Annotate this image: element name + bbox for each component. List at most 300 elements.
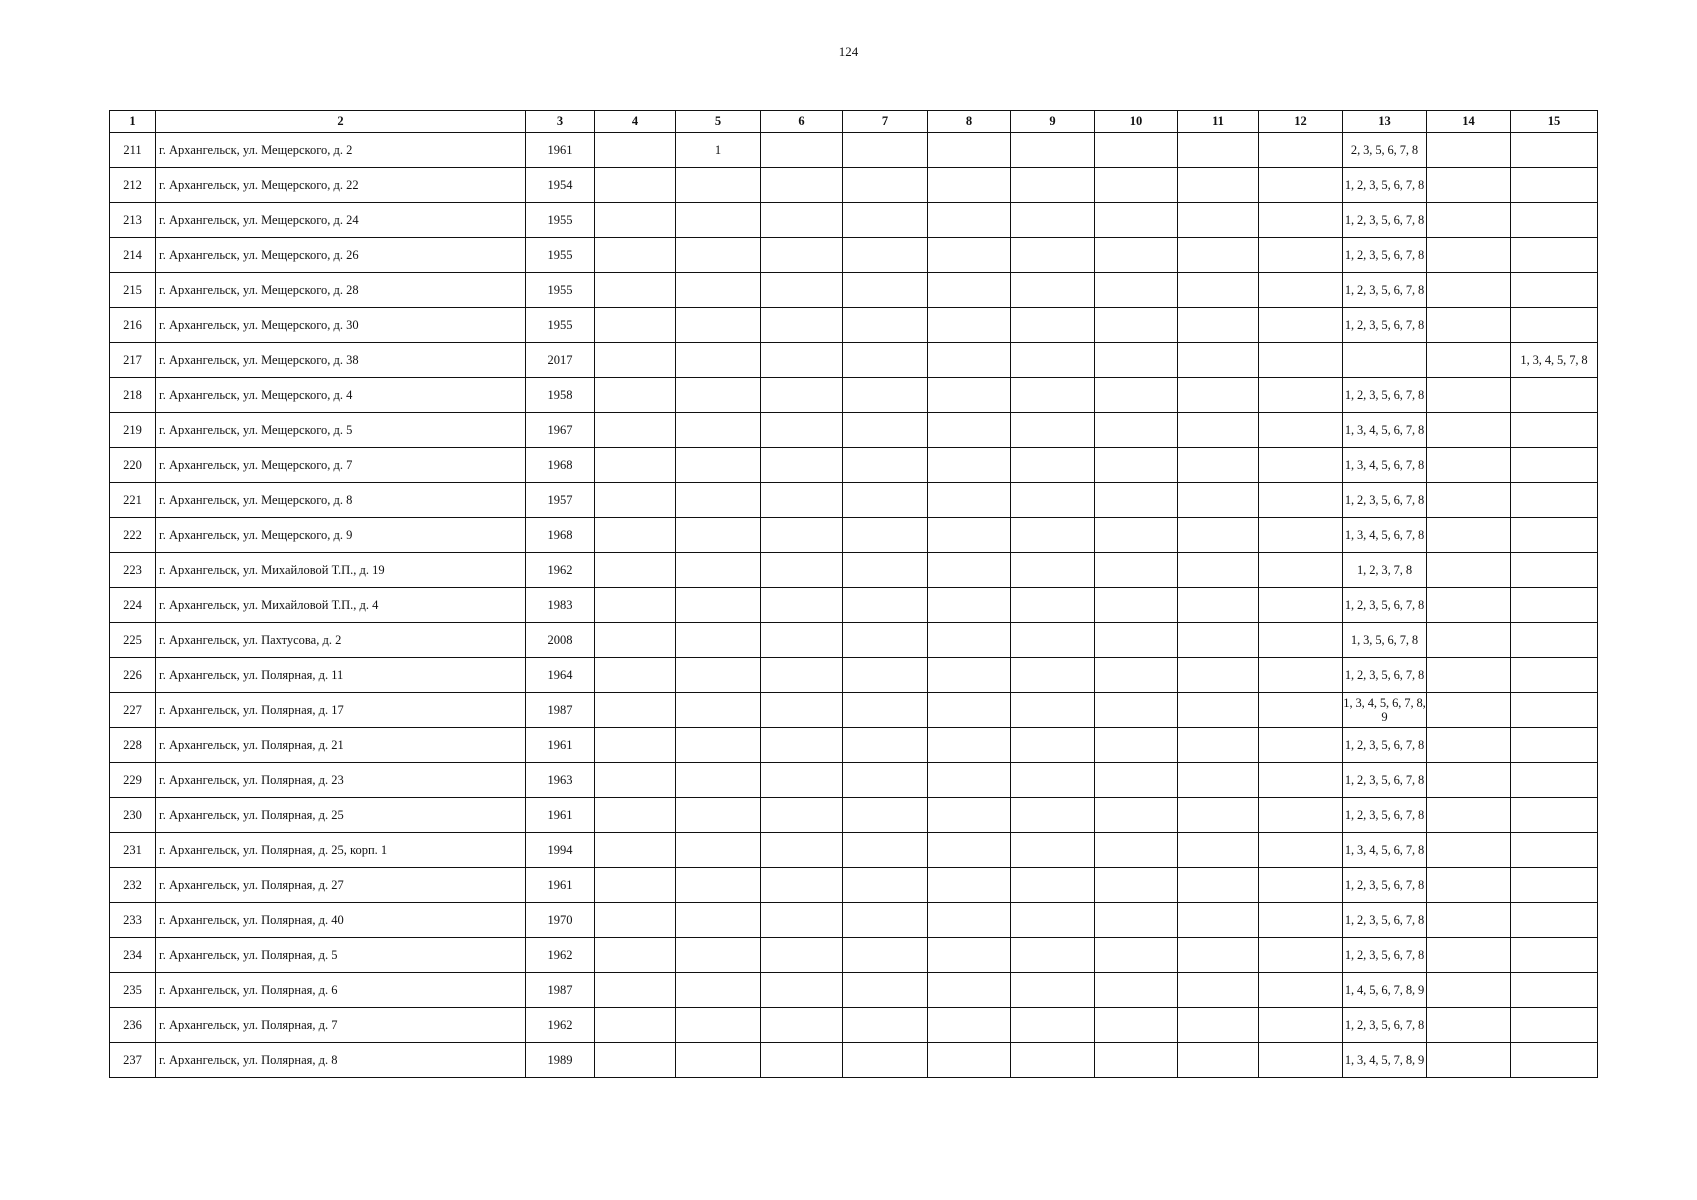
- cell-col-11: [1178, 728, 1259, 763]
- cell-col-4: [595, 728, 676, 763]
- column-header-6: 6: [761, 111, 843, 133]
- cell-col-10: [1095, 343, 1178, 378]
- cell-col-8: [928, 658, 1011, 693]
- cell-text: 1, 2, 3, 5, 6, 7, 8: [1344, 247, 1425, 262]
- column-header-8: 8: [928, 111, 1011, 133]
- cell-col-13: [1343, 518, 1427, 553]
- cell-col-1: 236: [110, 1008, 156, 1043]
- cell-col-2: г. Архангельск, ул. Мещерского, д. 30: [156, 308, 526, 343]
- cell-col-6: [761, 903, 843, 938]
- cell-col-9: [1011, 203, 1095, 238]
- cell-col-9: [1011, 1008, 1095, 1043]
- cell-col-8: [928, 868, 1011, 903]
- cell-col-1: 213: [110, 203, 156, 238]
- cell-col-1: 218: [110, 378, 156, 413]
- cell-col-6: [761, 868, 843, 903]
- table-row: [110, 693, 1598, 728]
- cell-col-5: [676, 763, 761, 798]
- cell-col-5: [676, 518, 761, 553]
- header-row: [110, 111, 1598, 133]
- cell-col-2: г. Архангельск, ул. Мещерского, д. 26: [156, 238, 526, 273]
- cell-col-9: [1011, 343, 1095, 378]
- cell-col-15: [1511, 728, 1598, 763]
- cell-col-9: [1011, 693, 1095, 728]
- column-header-3: 3: [526, 111, 595, 133]
- cell-col-14: [1427, 763, 1511, 798]
- table-row: [110, 623, 1598, 658]
- table-body: [110, 133, 1598, 1078]
- cell-col-2: г. Архангельск, ул. Полярная, д. 25, корп. 1: [156, 833, 526, 868]
- cell-col-7: [843, 378, 928, 413]
- cell-col-9: [1011, 133, 1095, 168]
- table-row: [110, 763, 1598, 798]
- cell-col-3: 1962: [526, 553, 595, 588]
- cell-col-10: [1095, 763, 1178, 798]
- cell-col-7: [843, 798, 928, 833]
- cell-col-11: [1178, 903, 1259, 938]
- cell-col-3: 1955: [526, 203, 595, 238]
- cell-col-6: [761, 623, 843, 658]
- table-row: [110, 553, 1598, 588]
- cell-col-4: [595, 623, 676, 658]
- cell-col-5: [676, 1008, 761, 1043]
- cell-col-4: [595, 1008, 676, 1043]
- cell-col-1: 216: [110, 308, 156, 343]
- cell-col-7: [843, 903, 928, 938]
- cell-col-13: [1343, 763, 1427, 798]
- cell-text: 1, 3, 4, 5, 7, 8: [1520, 352, 1588, 367]
- cell-col-2: г. Архангельск, ул. Михайловой Т.П., д. 19: [156, 553, 526, 588]
- cell-col-4: [595, 413, 676, 448]
- cell-col-9: [1011, 448, 1095, 483]
- cell-col-1: 228: [110, 728, 156, 763]
- cell-col-6: [761, 728, 843, 763]
- cell-col-5: [676, 378, 761, 413]
- cell-col-5: [676, 903, 761, 938]
- cell-col-3: 1962: [526, 1008, 595, 1043]
- column-header-9: 9: [1011, 111, 1095, 133]
- cell-col-10: [1095, 973, 1178, 1008]
- cell-col-4: [595, 518, 676, 553]
- cell-col-12: [1259, 623, 1343, 658]
- cell-col-6: [761, 168, 843, 203]
- column-header-15: 15: [1511, 111, 1598, 133]
- cell-col-4: [595, 798, 676, 833]
- cell-col-10: [1095, 1008, 1178, 1043]
- cell-col-9: [1011, 588, 1095, 623]
- cell-col-2: г. Архангельск, ул. Полярная, д. 21: [156, 728, 526, 763]
- cell-col-13: [1343, 973, 1427, 1008]
- cell-col-10: [1095, 938, 1178, 973]
- cell-col-3: 1967: [526, 413, 595, 448]
- cell-col-15: [1511, 693, 1598, 728]
- cell-col-9: [1011, 658, 1095, 693]
- cell-col-10: [1095, 448, 1178, 483]
- cell-col-1: 219: [110, 413, 156, 448]
- cell-text: 1, 2, 3, 5, 6, 7, 8: [1344, 667, 1425, 682]
- cell-col-7: [843, 238, 928, 273]
- cell-col-15: [1511, 378, 1598, 413]
- cell-col-1: 231: [110, 833, 156, 868]
- cell-col-6: [761, 238, 843, 273]
- cell-col-7: [843, 308, 928, 343]
- cell-col-6: [761, 483, 843, 518]
- table-row: [110, 973, 1598, 1008]
- table-row: [110, 133, 1598, 168]
- cell-col-4: [595, 763, 676, 798]
- cell-col-11: [1178, 343, 1259, 378]
- cell-col-12: [1259, 553, 1343, 588]
- cell-col-7: [843, 588, 928, 623]
- cell-col-14: [1427, 273, 1511, 308]
- cell-col-2: г. Архангельск, ул. Михайловой Т.П., д. 4: [156, 588, 526, 623]
- cell-col-5: [676, 588, 761, 623]
- registry-table: [109, 110, 1598, 1078]
- cell-col-6: [761, 343, 843, 378]
- cell-col-10: [1095, 728, 1178, 763]
- table-row: [110, 238, 1598, 273]
- cell-col-1: 225: [110, 623, 156, 658]
- cell-col-2: г. Архангельск, ул. Мещерского, д. 38: [156, 343, 526, 378]
- cell-col-2: г. Архангельск, ул. Мещерского, д. 2: [156, 133, 526, 168]
- cell-col-6: [761, 658, 843, 693]
- cell-col-1: 227: [110, 693, 156, 728]
- cell-col-11: [1178, 658, 1259, 693]
- cell-text: 1, 2, 3, 5, 6, 7, 8: [1344, 317, 1425, 332]
- cell-col-2: г. Архангельск, ул. Мещерского, д. 24: [156, 203, 526, 238]
- cell-col-15: [1511, 168, 1598, 203]
- cell-col-8: [928, 588, 1011, 623]
- cell-col-11: [1178, 378, 1259, 413]
- cell-col-7: [843, 938, 928, 973]
- cell-col-13: [1343, 1008, 1427, 1043]
- cell-col-7: [843, 693, 928, 728]
- cell-col-8: [928, 693, 1011, 728]
- cell-col-1: 237: [110, 1043, 156, 1078]
- cell-text: 1, 2, 3, 7, 8: [1357, 562, 1412, 577]
- cell-col-11: [1178, 833, 1259, 868]
- cell-col-3: 1989: [526, 1043, 595, 1078]
- cell-col-4: [595, 693, 676, 728]
- cell-col-1: 229: [110, 763, 156, 798]
- cell-col-2: г. Архангельск, ул. Полярная, д. 8: [156, 1043, 526, 1078]
- cell-col-14: [1427, 588, 1511, 623]
- cell-col-10: [1095, 693, 1178, 728]
- cell-col-12: [1259, 168, 1343, 203]
- cell-col-5: [676, 973, 761, 1008]
- cell-col-5: 1: [676, 133, 761, 168]
- table-row: [110, 343, 1598, 378]
- cell-col-7: [843, 833, 928, 868]
- cell-col-3: 2017: [526, 343, 595, 378]
- cell-col-8: [928, 763, 1011, 798]
- cell-text: 1, 2, 3, 5, 6, 7, 8: [1344, 877, 1425, 892]
- cell-text: 1, 2, 3, 5, 6, 7, 8: [1344, 772, 1425, 787]
- cell-col-3: 1987: [526, 693, 595, 728]
- cell-col-14: [1427, 833, 1511, 868]
- cell-col-7: [843, 168, 928, 203]
- cell-col-6: [761, 588, 843, 623]
- cell-col-15: [1511, 1043, 1598, 1078]
- cell-col-12: [1259, 588, 1343, 623]
- page-number: 124: [838, 44, 859, 59]
- cell-col-7: [843, 273, 928, 308]
- cell-col-14: [1427, 133, 1511, 168]
- cell-col-3: 1968: [526, 518, 595, 553]
- cell-col-14: [1427, 343, 1511, 378]
- cell-col-11: [1178, 553, 1259, 588]
- cell-col-13: [1343, 308, 1427, 343]
- cell-col-12: [1259, 658, 1343, 693]
- cell-col-14: [1427, 658, 1511, 693]
- cell-col-12: [1259, 378, 1343, 413]
- cell-text: 1, 3, 4, 5, 6, 7, 8: [1344, 527, 1425, 542]
- cell-col-10: [1095, 168, 1178, 203]
- cell-col-3: 1970: [526, 903, 595, 938]
- cell-text: 1, 2, 3, 5, 6, 7, 8: [1344, 737, 1425, 752]
- cell-col-15: [1511, 763, 1598, 798]
- cell-col-6: [761, 553, 843, 588]
- cell-text: 1, 2, 3, 5, 6, 7, 8: [1344, 387, 1425, 402]
- cell-col-8: [928, 203, 1011, 238]
- cell-col-2: г. Архангельск, ул. Полярная, д. 6: [156, 973, 526, 1008]
- cell-col-15: [1511, 483, 1598, 518]
- cell-col-5: [676, 238, 761, 273]
- cell-col-15: [1511, 833, 1598, 868]
- cell-col-7: [843, 413, 928, 448]
- cell-col-14: [1427, 903, 1511, 938]
- cell-text: 1, 2, 3, 5, 6, 7, 8: [1344, 1017, 1425, 1032]
- cell-col-12: [1259, 518, 1343, 553]
- cell-col-10: [1095, 483, 1178, 518]
- cell-col-13: [1343, 168, 1427, 203]
- table-row: [110, 308, 1598, 343]
- cell-col-1: 223: [110, 553, 156, 588]
- cell-col-7: [843, 1008, 928, 1043]
- cell-col-3: 2008: [526, 623, 595, 658]
- cell-col-3: 1983: [526, 588, 595, 623]
- cell-text: 1, 3, 4, 5, 6, 7, 8: [1344, 842, 1425, 857]
- cell-col-3: 1955: [526, 308, 595, 343]
- cell-col-15: [1511, 518, 1598, 553]
- table-row: [110, 938, 1598, 973]
- cell-col-3: 1954: [526, 168, 595, 203]
- cell-col-7: [843, 553, 928, 588]
- cell-col-9: [1011, 518, 1095, 553]
- cell-col-7: [843, 1043, 928, 1078]
- cell-col-11: [1178, 763, 1259, 798]
- cell-col-12: [1259, 763, 1343, 798]
- cell-col-15: [1511, 1008, 1598, 1043]
- cell-col-8: [928, 168, 1011, 203]
- cell-col-13: [1343, 798, 1427, 833]
- cell-col-9: [1011, 1043, 1095, 1078]
- cell-col-10: [1095, 798, 1178, 833]
- cell-col-12: [1259, 868, 1343, 903]
- cell-col-10: [1095, 658, 1178, 693]
- cell-col-13: [1343, 868, 1427, 903]
- cell-col-1: 217: [110, 343, 156, 378]
- cell-col-13: [1343, 203, 1427, 238]
- cell-col-14: [1427, 693, 1511, 728]
- cell-col-4: [595, 273, 676, 308]
- cell-col-2: г. Архангельск, ул. Мещерского, д. 8: [156, 483, 526, 518]
- cell-col-7: [843, 728, 928, 763]
- cell-col-1: 224: [110, 588, 156, 623]
- cell-col-5: [676, 203, 761, 238]
- cell-col-14: [1427, 203, 1511, 238]
- cell-col-14: [1427, 728, 1511, 763]
- cell-col-6: [761, 133, 843, 168]
- cell-col-12: [1259, 483, 1343, 518]
- table-row: [110, 833, 1598, 868]
- table-row: [110, 588, 1598, 623]
- cell-col-5: [676, 623, 761, 658]
- cell-col-9: [1011, 273, 1095, 308]
- cell-col-11: [1178, 203, 1259, 238]
- cell-col-9: [1011, 553, 1095, 588]
- cell-col-6: [761, 1043, 843, 1078]
- cell-col-6: [761, 448, 843, 483]
- cell-col-5: [676, 693, 761, 728]
- cell-col-13: [1343, 728, 1427, 763]
- cell-col-1: 212: [110, 168, 156, 203]
- cell-col-14: [1427, 868, 1511, 903]
- cell-col-5: [676, 483, 761, 518]
- cell-col-13: [1343, 693, 1427, 728]
- cell-text: 1, 3, 5, 6, 7, 8: [1350, 632, 1419, 647]
- cell-col-8: [928, 973, 1011, 1008]
- cell-col-12: [1259, 308, 1343, 343]
- cell-col-6: [761, 273, 843, 308]
- cell-col-6: [761, 833, 843, 868]
- column-header-2: 2: [156, 111, 526, 133]
- table-row: [110, 483, 1598, 518]
- cell-text: 1, 4, 5, 6, 7, 8, 9: [1344, 982, 1425, 997]
- cell-col-10: [1095, 133, 1178, 168]
- cell-col-13: [1343, 413, 1427, 448]
- cell-col-13: [1343, 938, 1427, 973]
- cell-col-14: [1427, 798, 1511, 833]
- cell-col-11: [1178, 1008, 1259, 1043]
- table-row: [110, 413, 1598, 448]
- cell-col-2: г. Архангельск, ул. Мещерского, д. 5: [156, 413, 526, 448]
- cell-col-12: [1259, 973, 1343, 1008]
- cell-col-8: [928, 483, 1011, 518]
- cell-col-8: [928, 1008, 1011, 1043]
- cell-col-8: [928, 938, 1011, 973]
- cell-col-2: г. Архангельск, ул. Полярная, д. 17: [156, 693, 526, 728]
- column-header-1: 1: [110, 111, 156, 133]
- column-header-10: 10: [1095, 111, 1178, 133]
- cell-col-15: [1511, 623, 1598, 658]
- cell-col-10: [1095, 378, 1178, 413]
- cell-col-5: [676, 413, 761, 448]
- cell-text: 1, 2, 3, 5, 6, 7, 8: [1344, 947, 1425, 962]
- cell-col-3: 1961: [526, 868, 595, 903]
- cell-col-15: [1511, 238, 1598, 273]
- cell-col-15: [1511, 343, 1598, 378]
- cell-col-4: [595, 203, 676, 238]
- cell-col-4: [595, 238, 676, 273]
- cell-col-10: [1095, 238, 1178, 273]
- cell-col-2: г. Архангельск, ул. Мещерского, д. 4: [156, 378, 526, 413]
- cell-col-15: [1511, 973, 1598, 1008]
- table-row: [110, 728, 1598, 763]
- cell-col-9: [1011, 903, 1095, 938]
- cell-col-14: [1427, 238, 1511, 273]
- cell-col-9: [1011, 413, 1095, 448]
- cell-col-11: [1178, 623, 1259, 658]
- cell-col-2: г. Архангельск, ул. Полярная, д. 11: [156, 658, 526, 693]
- cell-col-14: [1427, 1008, 1511, 1043]
- cell-col-3: 1994: [526, 833, 595, 868]
- cell-col-10: [1095, 553, 1178, 588]
- cell-col-8: [928, 903, 1011, 938]
- cell-col-13: [1343, 1043, 1427, 1078]
- cell-col-11: [1178, 273, 1259, 308]
- cell-col-12: [1259, 1008, 1343, 1043]
- table-row: [110, 168, 1598, 203]
- cell-col-1: 215: [110, 273, 156, 308]
- cell-col-11: [1178, 973, 1259, 1008]
- cell-col-8: [928, 413, 1011, 448]
- cell-col-2: г. Архангельск, ул. Полярная, д. 23: [156, 763, 526, 798]
- cell-col-2: г. Архангельск, ул. Мещерского, д. 9: [156, 518, 526, 553]
- cell-col-12: [1259, 238, 1343, 273]
- cell-col-9: [1011, 798, 1095, 833]
- cell-col-15: [1511, 798, 1598, 833]
- cell-col-11: [1178, 693, 1259, 728]
- table-row: [110, 273, 1598, 308]
- column-header-4: 4: [595, 111, 676, 133]
- cell-col-1: 220: [110, 448, 156, 483]
- cell-col-9: [1011, 868, 1095, 903]
- cell-col-12: [1259, 273, 1343, 308]
- cell-col-15: [1511, 588, 1598, 623]
- table-row: [110, 448, 1598, 483]
- cell-col-2: г. Архангельск, ул. Полярная, д. 40: [156, 903, 526, 938]
- cell-col-5: [676, 273, 761, 308]
- cell-col-14: [1427, 378, 1511, 413]
- cell-col-6: [761, 938, 843, 973]
- cell-col-10: [1095, 413, 1178, 448]
- cell-col-5: [676, 658, 761, 693]
- table-row: [110, 1043, 1598, 1078]
- cell-col-6: [761, 413, 843, 448]
- cell-col-8: [928, 833, 1011, 868]
- cell-col-9: [1011, 308, 1095, 343]
- cell-col-3: 1958: [526, 378, 595, 413]
- cell-text: 1, 3, 4, 5, 6, 7, 8: [1344, 457, 1425, 472]
- cell-col-15: [1511, 868, 1598, 903]
- cell-col-15: [1511, 658, 1598, 693]
- cell-col-8: [928, 343, 1011, 378]
- cell-col-7: [843, 868, 928, 903]
- cell-col-13: [1343, 343, 1427, 378]
- cell-col-4: [595, 938, 676, 973]
- cell-col-10: [1095, 588, 1178, 623]
- cell-col-13: [1343, 903, 1427, 938]
- cell-col-14: [1427, 483, 1511, 518]
- cell-col-7: [843, 623, 928, 658]
- cell-col-11: [1178, 1043, 1259, 1078]
- cell-col-9: [1011, 728, 1095, 763]
- cell-col-4: [595, 448, 676, 483]
- cell-col-2: г. Архангельск, ул. Полярная, д. 25: [156, 798, 526, 833]
- cell-col-12: [1259, 448, 1343, 483]
- cell-col-3: 1955: [526, 273, 595, 308]
